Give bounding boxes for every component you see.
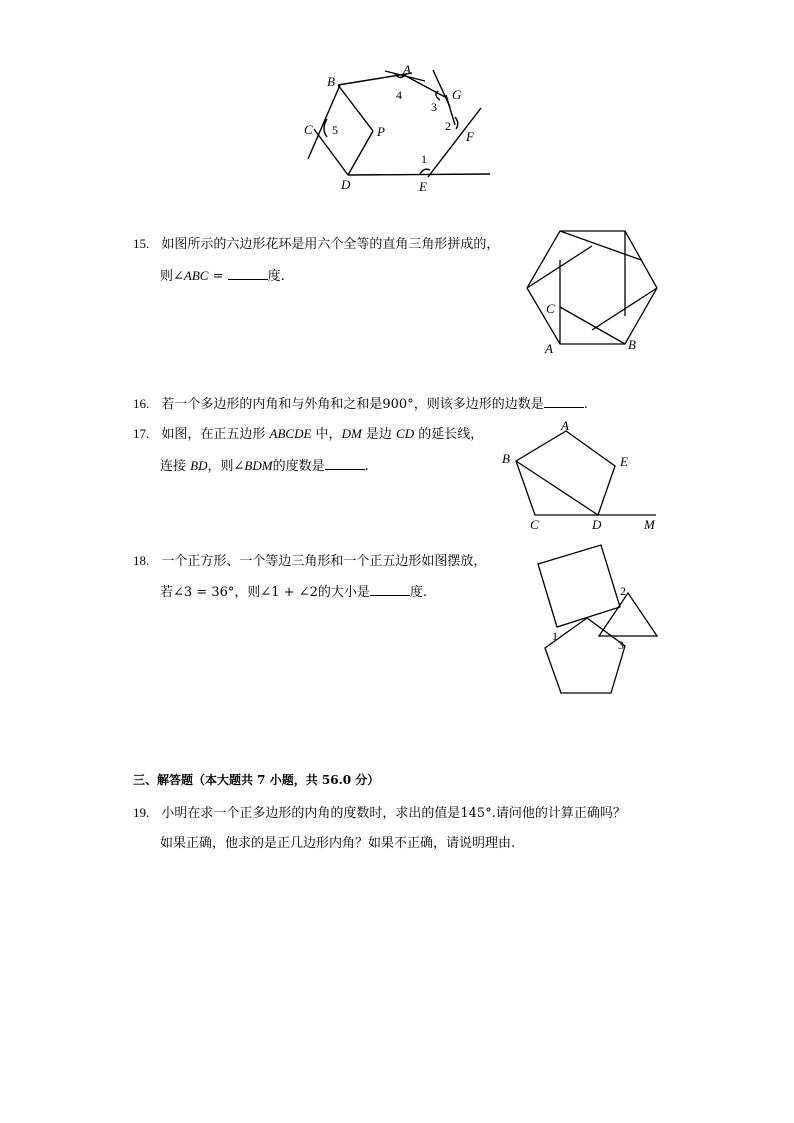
edge-PD [348,131,373,175]
label-E: E [620,454,628,469]
figure-hexagon-garland [520,222,665,357]
edge-DC [314,129,348,175]
label-B: B [327,74,335,89]
question-number: 16. [133,396,150,411]
unit-text: 度. [409,585,427,600]
question-18-line2 [160,583,427,602]
hexagon-outline [527,231,657,344]
answer-blank[interactable] [544,395,584,408]
label-P: P [377,124,385,139]
label-A: A [403,62,411,77]
angle-label-4: 4 [396,88,402,102]
question-15-line2 [160,267,285,286]
angle-label-1: 1 [552,629,558,643]
label-B: B [502,451,510,466]
question-text: 若一个多边形的内角和与外角和之和是900°，则该多边形的边数是 [161,397,544,412]
label-C: C [530,517,539,532]
answer-blank[interactable] [370,583,410,596]
inner-line [560,231,641,260]
period: . [583,397,588,412]
text: 如图，在正五边形 [161,427,270,442]
figure-polygon-angles [300,55,500,200]
var: CD [396,426,415,441]
text: 若∠3 = 36°，则∠1 + ∠2的大小是 [160,585,370,600]
angle-prefix: 则∠ [160,269,184,284]
period: . [364,459,369,474]
text: 是边 [361,427,397,442]
angle-label-5: 5 [332,123,338,137]
label-C: C [304,122,313,137]
angle-arc-3 [436,91,440,100]
question-18 [133,552,486,571]
label-D: D [592,517,602,532]
equilateral-triangle [599,593,657,636]
question-number: 17. [133,426,150,441]
question-number: 19. [133,805,150,820]
edge-extend-C [308,85,340,159]
edge-ED [348,174,490,175]
angle-label-2: 2 [445,119,451,133]
question-text: 如图所示的六边形花环是用六个全等的直角三角形拼成的， [161,237,500,252]
question-17-line2 [160,457,369,476]
question-17 [133,425,483,444]
question-number: 15. [133,236,150,251]
angle-name: ABC [183,268,209,283]
var: BD [190,458,208,473]
answer-blank[interactable] [325,457,365,470]
label-M: M [644,517,655,532]
angle-arc-1 [420,169,430,174]
question-text: 一个正方形、一个等边三角形和一个正五边形如图摆放， [161,554,487,569]
question-15 [133,235,499,254]
text: 的延长线， [414,427,484,442]
label-G: G [452,87,462,102]
figure-square-triangle-pentagon [530,540,665,700]
label-A: A [545,341,553,356]
section-heading: 三、解答题（本大题共 7 小题，共 56.0 分） [133,773,380,787]
answer-blank[interactable] [228,267,268,280]
equals-sign: = [208,269,228,284]
square [538,545,620,627]
text: 中， [311,427,342,442]
angle-label-1: 1 [421,152,427,166]
segment-BD [516,461,598,515]
text: 连接 [160,459,191,474]
var: DM [341,426,362,441]
angle-label-2: 2 [620,584,626,598]
edge-AG [404,75,445,97]
angle-label-3: 3 [618,638,624,652]
text: 的度数是 [272,459,325,474]
angle-label-3: 3 [431,100,437,114]
unit-text: 度. [267,269,285,284]
question-19 [133,804,626,823]
question-text: 小明在求一个正多边形的内角的度数时，求出的值是145°.请问他的计算正确吗？ [161,806,626,821]
label-B: B [628,337,636,352]
label-F: F [466,129,474,144]
var: BDM [244,458,273,473]
label-C: C [546,301,555,316]
pentagon-outline [516,431,615,515]
question-16 [133,395,588,414]
question-number: 18. [133,553,150,568]
label-D: D [341,177,351,192]
inner-line [560,307,625,344]
label-A: A [561,418,569,433]
figure-pentagon-BDM [498,418,663,533]
label-E: E [419,179,427,194]
question-19-line2: 如果正确，他求的是正几边形内角？如果不正确，请说明理由. [160,836,516,851]
text: ，则∠ [207,459,245,474]
edge-BP [338,85,373,131]
var: ABCDE [269,426,312,441]
angle-arc-2 [455,117,458,129]
